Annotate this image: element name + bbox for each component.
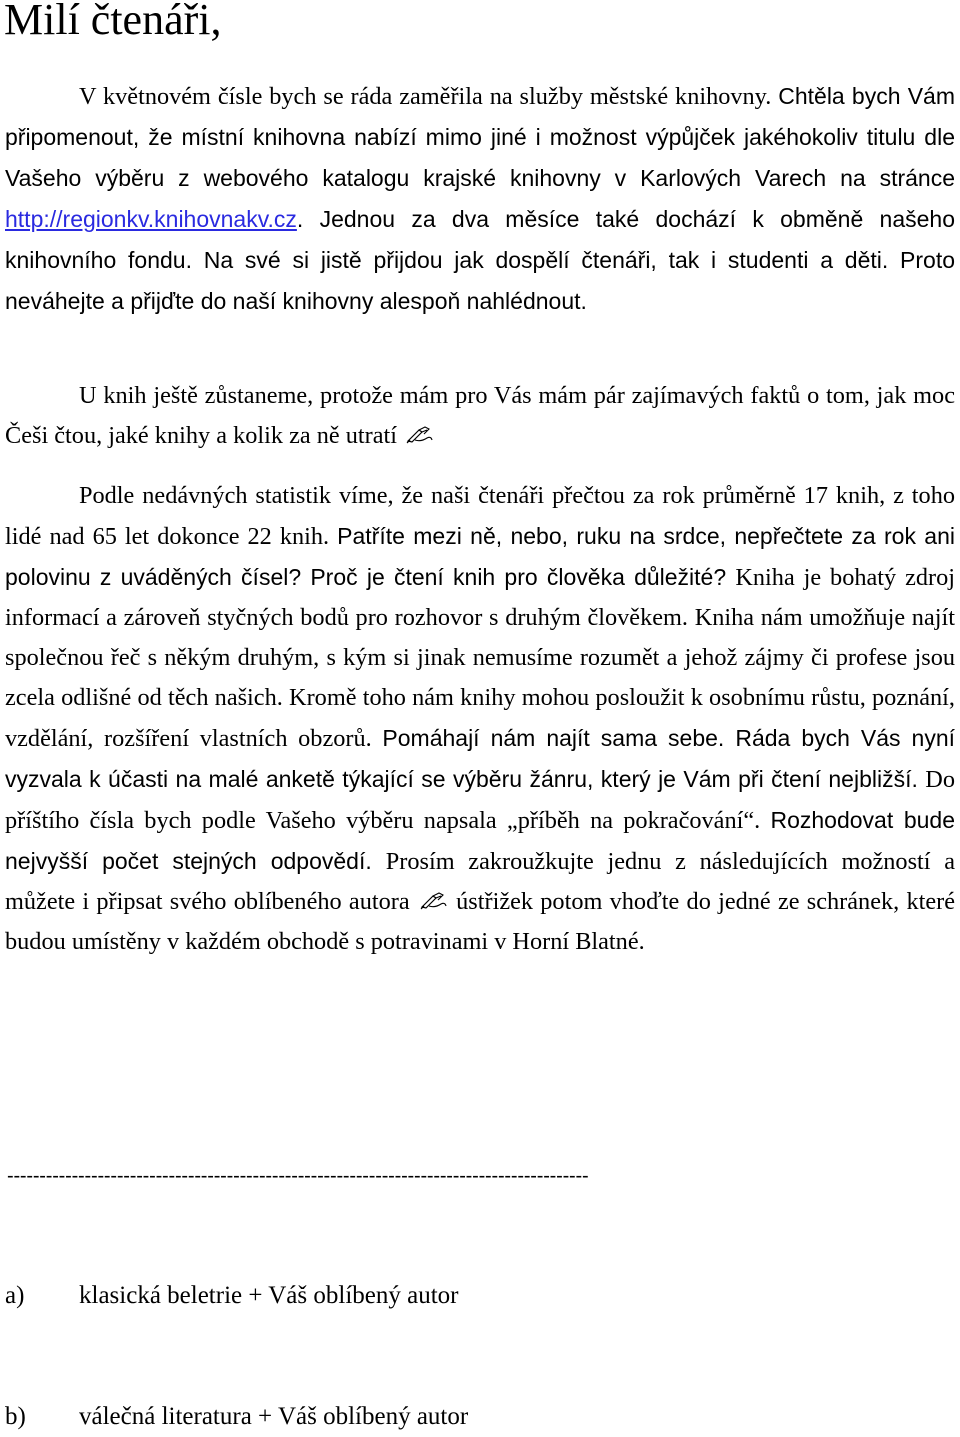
text-segment: Rozhodovat bude nejvyšší počet stejných odpovědí.: [5, 807, 955, 874]
text-segment: Ráda bych Vás nyní vyzvala k účasti na malé anketě týkající se výběru žánru, který je Vám při čtení nejbližší.: [5, 725, 956, 792]
text-segment: Patříte mezi ně, nebo, ruku na srdce, nepřečtete za rok ani polovinu z uváděných čísel?: [5, 523, 955, 590]
text-segment: Chtěla bych Vám připomenout, že místní knihovna nabízí mimo jiné i možnost výpůjček jakéhokoliv titulu dle Vašeho výběru z webového katalogu krajské knihovny v Karlových Varech na stránce: [5, 83, 956, 191]
text-segment: Pomáhají nám najít sama sebe.: [382, 725, 736, 751]
reading-facts-intro-paragraph: [5, 376, 955, 456]
text-segment: U knih ještě zůstaneme, protože mám pro Vás mám pár zajímavých faktů o tom, jak moc Češi čtou, jaké knihy a kolik za ně utratí: [5, 382, 955, 449]
reading-statistics-paragraph: [5, 476, 955, 962]
option-label: válečná literatura + Váš oblíbený autor: [79, 1403, 469, 1430]
text-segment: . Jednou za dva měsíce také dochází k obměně našeho knihovního fondu. Na své si jistě přijdou jak dospělí čtenáři, tak i studenti a děti. Proto neváhejte a přijďte do naší knihovny alespoň nahlédnout.: [5, 206, 955, 314]
writing-hand-icon: [419, 891, 449, 911]
text-segment: Kniha je bohatý zdroj informací a zároveň styčných bodů pro rozhovor s druhým člověkem.: [5, 564, 955, 631]
survey-option-b[interactable]: [5, 1397, 468, 1437]
text-segment: ústřižek potom vhoďte do jedné ze schránek, které budou umístěny v každém obchodě s potravinami v Horní Blatné.: [5, 888, 956, 955]
writing-hand-icon: [405, 425, 435, 445]
text-segment: Do příštího čísla bych podle Vašeho výběru napsala „příběh na pokračování“.: [5, 766, 955, 834]
text-segment: V květnovém čísle bych se ráda zaměřila na služby městské knihovny.: [79, 83, 779, 110]
option-marker: b): [5, 1403, 26, 1430]
text-segment: Kromě toho nám knihy mohou posloužit k osobnímu růstu, poznání, vzdělání, rozšíření vlastních obzorů.: [5, 684, 955, 752]
text-segment: Prosím zakroužkujte jednu z následujících možností a můžete i připsat svého oblíbeného autora: [5, 848, 955, 915]
catalog-link[interactable]: http://regionkv.knihovnakv.cz: [5, 206, 297, 232]
text-segment: Proč je čtení knih pro člověka důležité?: [310, 564, 736, 590]
cut-line: ------------------------------------------------------------------------------------------: [7, 1165, 589, 1187]
survey-option-a[interactable]: [5, 1276, 459, 1316]
option-label: klasická beletrie + Váš oblíbený autor: [79, 1282, 459, 1309]
option-marker: a): [5, 1282, 25, 1309]
text-segment: Podle nedávných statistik víme, že naši čtenáři přečtou za rok průměrně 17 knih, z toho lidé nad 65 let dokonce 22 knih.: [5, 482, 955, 550]
greeting-heading: Milí čtenáři,: [4, 0, 222, 44]
text-segment: Kniha nám umožňuje najít společnou řeč s někým druhým, s kým si jinak nemusíme rozumět a jehož zájmy či profese jsou zcela odlišné od těch našich.: [5, 604, 955, 711]
library-services-paragraph: [5, 76, 955, 322]
